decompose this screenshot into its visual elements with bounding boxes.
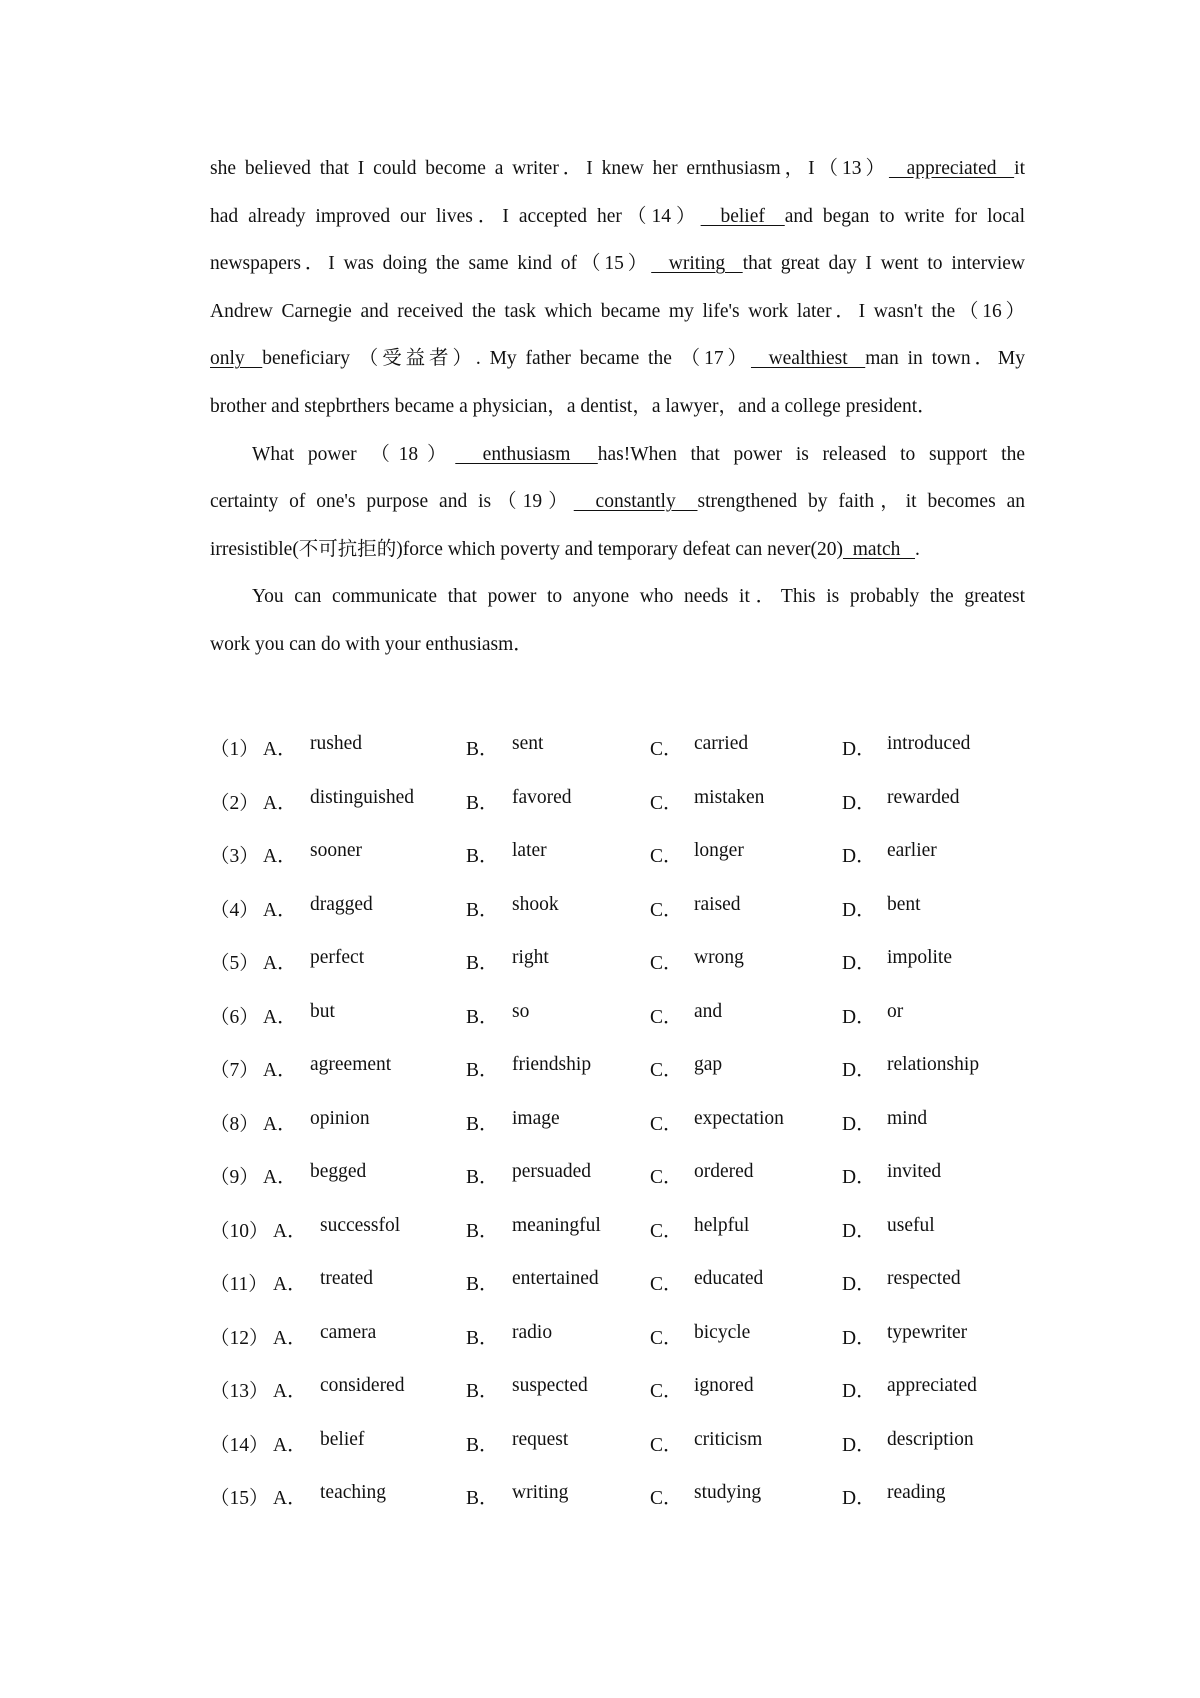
option-letter-c: C． <box>650 953 683 974</box>
option-letter-a: A． <box>273 1274 307 1295</box>
option-letter-d: D． <box>842 792 876 814</box>
option-c-text: wrong <box>694 947 744 968</box>
option-c-text: studying <box>694 1482 762 1503</box>
question-number: （10） <box>210 1220 269 1242</box>
option-d-text: rewarded <box>887 786 960 808</box>
question-number: （1） <box>210 739 259 760</box>
option-letter-b: B． <box>466 1327 499 1349</box>
option-letter-a: A． <box>263 899 297 921</box>
filled-blank-answer: writing <box>651 253 743 275</box>
option-letter-c: C． <box>650 1006 683 1028</box>
option-a-text: sooner <box>310 840 362 861</box>
passage-text: Andrew Carnegie and received the task which became my life's work later．I wasn't the（16） <box>210 300 1025 322</box>
option-row <box>210 1215 1025 1269</box>
option-a-text: begged <box>310 1161 367 1182</box>
option-letter-b: B． <box>466 1220 499 1242</box>
option-row <box>210 1161 1025 1215</box>
reading-passage <box>210 145 1025 669</box>
option-d-text: invited <box>887 1161 942 1182</box>
passage-text: work you can do with your enthusiasm． <box>210 633 533 655</box>
option-row <box>210 1268 1025 1322</box>
option-letter-c: C． <box>650 1434 683 1456</box>
option-d-text: reading <box>887 1482 946 1503</box>
passage-text: and began to write for local <box>784 205 1025 227</box>
question-number: （13） <box>210 1381 269 1402</box>
option-letter-d: D． <box>842 1220 876 1242</box>
option-letter-d: D． <box>842 1327 876 1349</box>
option-letter-a: A． <box>273 1220 307 1242</box>
option-c-text: carried <box>694 733 749 754</box>
option-letter-b: B． <box>466 1060 499 1081</box>
question-number: （11） <box>210 1274 268 1295</box>
option-d-text: impolite <box>887 947 952 968</box>
option-d-text: relationship <box>887 1054 980 1075</box>
option-letter-d: D． <box>842 953 876 974</box>
option-row <box>210 1482 1025 1536</box>
option-letter-b: B． <box>466 1434 499 1456</box>
passage-line <box>210 193 1025 241</box>
option-d-text: appreciated <box>887 1375 977 1396</box>
passage-line <box>210 573 1025 621</box>
option-b-text: favored <box>512 786 572 808</box>
filled-blank-answer: wealthiest <box>750 348 866 370</box>
question-number: （8） <box>210 1113 259 1135</box>
option-letter-c: C． <box>650 899 683 921</box>
option-letter-a: A． <box>263 792 297 814</box>
passage-line <box>210 478 1025 526</box>
option-a-text: considered <box>320 1375 405 1396</box>
passage-line <box>210 526 1025 574</box>
option-row <box>210 1375 1025 1429</box>
option-d-text: description <box>887 1428 974 1450</box>
option-letter-b: B． <box>466 1488 499 1509</box>
option-letter-d: D． <box>842 1167 876 1188</box>
option-a-text: rushed <box>310 733 362 754</box>
passage-text: . <box>915 538 920 560</box>
option-letter-a: A． <box>263 953 297 974</box>
passage-line <box>210 240 1025 288</box>
question-number: （5） <box>210 953 259 974</box>
option-b-text: entertained <box>512 1268 599 1289</box>
option-b-text: writing <box>512 1482 569 1503</box>
option-letter-c: C． <box>650 1113 683 1135</box>
passage-text: had already improved our lives．I accepted her（14） <box>210 205 701 227</box>
option-letter-a: A． <box>273 1434 307 1456</box>
question-number: （12） <box>210 1327 269 1349</box>
passage-text: newspapers．I was doing the same kind of（15） <box>210 253 652 275</box>
question-number: （2） <box>210 792 259 814</box>
passage-text: has!When that power is released to support the <box>597 443 1025 465</box>
option-c-text: mistaken <box>694 786 765 808</box>
question-number: （7） <box>210 1060 259 1081</box>
option-c-text: raised <box>694 893 741 915</box>
option-letter-d: D． <box>842 1274 876 1295</box>
option-letter-b: B． <box>466 1274 499 1295</box>
option-letter-d: D． <box>842 1434 876 1456</box>
option-row <box>210 1054 1025 1108</box>
option-row <box>210 733 1025 787</box>
option-a-text: treated <box>320 1268 374 1289</box>
option-c-text: criticism <box>694 1428 763 1450</box>
option-c-text: and <box>694 1000 723 1022</box>
option-letter-a: A． <box>263 1113 297 1135</box>
passage-line <box>210 145 1025 193</box>
passage-text: certainty of one's purpose and is（19） <box>210 491 574 513</box>
option-row <box>210 1001 1025 1055</box>
option-letter-a: A． <box>263 846 297 867</box>
question-number: （6） <box>210 1006 259 1028</box>
option-c-text: expectation <box>694 1107 784 1129</box>
option-d-text: earlier <box>887 840 937 861</box>
option-letter-c: C． <box>650 1220 683 1242</box>
option-d-text: useful <box>887 1214 935 1236</box>
option-b-text: suspected <box>512 1375 588 1396</box>
option-row <box>210 947 1025 1001</box>
option-c-text: ordered <box>694 1161 754 1182</box>
option-letter-d: D． <box>842 1006 876 1028</box>
option-d-text: typewriter <box>887 1321 968 1343</box>
passage-text: she believed that I could become a writer．I knew her ernthusiasm，I（13） <box>210 158 889 179</box>
question-number: （15） <box>210 1488 269 1509</box>
option-letter-b: B． <box>466 792 499 814</box>
option-a-text: distinguished <box>310 786 415 808</box>
option-letter-d: D． <box>842 899 876 921</box>
option-a-text: perfect <box>310 947 365 968</box>
passage-text: man in town．My <box>865 348 1026 370</box>
option-a-text: dragged <box>310 893 373 915</box>
option-row <box>210 787 1025 841</box>
option-d-text: mind <box>887 1107 928 1129</box>
passage-line <box>210 621 1025 669</box>
option-letter-a: A． <box>263 1006 297 1028</box>
option-letter-c: C． <box>650 792 683 814</box>
option-row <box>210 840 1025 894</box>
option-letter-c: C． <box>650 739 683 760</box>
filled-blank-answer: only <box>210 348 263 370</box>
question-number: （14） <box>210 1434 269 1456</box>
option-letter-d: D． <box>842 846 876 867</box>
filled-blank-answer: constantly <box>573 491 698 513</box>
option-b-text: friendship <box>512 1054 592 1075</box>
passage-line <box>210 288 1025 336</box>
question-number: （9） <box>210 1167 259 1188</box>
option-letter-c: C． <box>650 846 683 867</box>
option-b-text: meaningful <box>512 1214 601 1236</box>
option-letter-a: A． <box>273 1327 307 1349</box>
option-c-text: bicycle <box>694 1321 751 1343</box>
option-row <box>210 1322 1025 1376</box>
passage-text: strengthened by faith，it becomes an <box>697 491 1025 513</box>
answer-options-list <box>210 733 1025 1536</box>
option-letter-a: A． <box>273 1381 307 1402</box>
option-letter-c: C． <box>650 1060 683 1081</box>
option-letter-d: D． <box>842 1060 876 1081</box>
option-letter-d: D． <box>842 1488 876 1509</box>
passage-line <box>210 431 1025 479</box>
passage-text: irresistible(不可抗拒的)force which poverty and temporary defeat can never(20) <box>210 538 843 560</box>
option-letter-c: C． <box>650 1381 683 1402</box>
passage-text: You can communicate that power to anyone who needs it．This is probably the greatest <box>252 586 1025 608</box>
option-a-text: camera <box>320 1321 377 1343</box>
option-letter-b: B． <box>466 1381 499 1402</box>
option-d-text: respected <box>887 1268 961 1289</box>
option-b-text: later <box>512 840 547 861</box>
option-c-text: longer <box>694 840 744 861</box>
option-letter-b: B． <box>466 846 499 867</box>
filled-blank-answer: belief <box>700 205 785 227</box>
option-letter-a: A． <box>263 1167 297 1188</box>
passage-text: beneficiary （受益者）. My father became the （17） <box>262 348 751 370</box>
passage-line <box>210 335 1025 383</box>
option-a-text: opinion <box>310 1107 370 1129</box>
passage-text: What power （18） <box>252 443 456 465</box>
passage-text: brother and stepbrthers became a physician，a dentist，a lawyer，and a college president． <box>210 395 937 417</box>
option-b-text: so <box>512 1000 530 1022</box>
option-b-text: shook <box>512 893 559 915</box>
option-d-text: introduced <box>887 733 971 754</box>
option-letter-a: A． <box>273 1488 307 1509</box>
filled-blank-answer: appreciated <box>888 158 1015 179</box>
passage-text: it <box>1014 158 1025 179</box>
option-c-text: helpful <box>694 1214 750 1236</box>
option-letter-c: C． <box>650 1274 683 1295</box>
option-letter-b: B． <box>466 739 499 760</box>
option-letter-b: B． <box>466 1167 499 1188</box>
option-row <box>210 1429 1025 1483</box>
passage-text: that great day I went to interview <box>742 253 1025 275</box>
option-d-text: or <box>887 1000 904 1022</box>
option-letter-c: C． <box>650 1167 683 1188</box>
filled-blank-answer: enthusiasm <box>455 443 598 465</box>
option-c-text: ignored <box>694 1375 754 1396</box>
option-letter-b: B． <box>466 899 499 921</box>
option-a-text: belief <box>320 1428 365 1450</box>
option-c-text: educated <box>694 1268 764 1289</box>
passage-line <box>210 383 1025 431</box>
option-b-text: persuaded <box>512 1161 592 1182</box>
question-number: （4） <box>210 899 259 921</box>
option-b-text: radio <box>512 1321 553 1343</box>
option-d-text: bent <box>887 893 921 915</box>
option-letter-d: D． <box>842 1113 876 1135</box>
option-letter-c: C． <box>650 1488 683 1509</box>
option-letter-d: D． <box>842 739 876 760</box>
option-a-text: but <box>310 1000 335 1022</box>
question-number: （3） <box>210 846 259 867</box>
option-b-text: sent <box>512 733 544 754</box>
filled-blank-answer: match <box>842 538 915 560</box>
option-letter-c: C． <box>650 1327 683 1349</box>
option-letter-b: B． <box>466 1006 499 1028</box>
option-letter-a: A． <box>263 739 297 760</box>
option-letter-b: B． <box>466 953 499 974</box>
option-a-text: successfol <box>320 1214 401 1236</box>
option-letter-b: B． <box>466 1113 499 1135</box>
option-b-text: right <box>512 947 549 968</box>
option-a-text: teaching <box>320 1482 387 1503</box>
option-b-text: image <box>512 1107 560 1129</box>
option-a-text: agreement <box>310 1054 392 1075</box>
option-b-text: request <box>512 1428 569 1450</box>
option-letter-a: A． <box>263 1060 297 1081</box>
option-c-text: gap <box>694 1054 723 1075</box>
option-row <box>210 1108 1025 1162</box>
option-letter-d: D． <box>842 1381 876 1402</box>
option-row <box>210 894 1025 948</box>
